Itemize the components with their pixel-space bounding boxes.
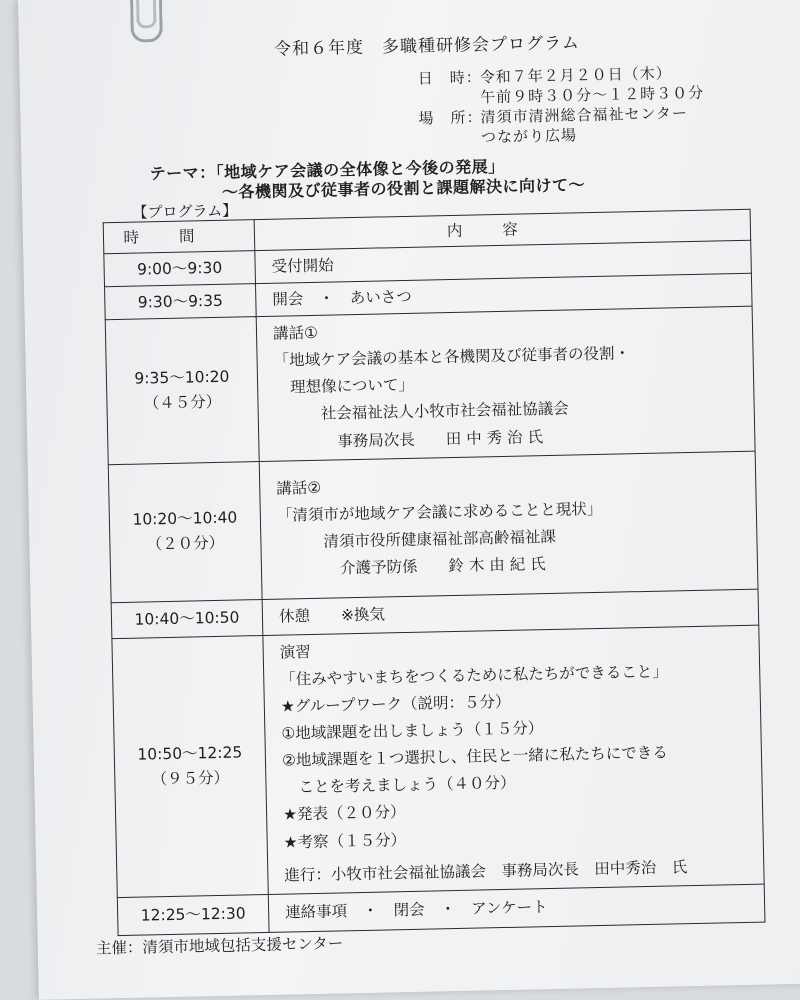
row-duration: （２０分）	[146, 533, 225, 554]
row-time: 12:25～12:30	[117, 894, 269, 935]
speaker-name: 介護予防係 鈴 木 由 紀 氏	[339, 555, 546, 578]
lecture-label: 講話①	[272, 323, 319, 343]
exercise-title: 「住みやすいまちをつくるために私たちができること」	[280, 662, 668, 689]
place-label: 場 所：	[418, 108, 483, 128]
row-content-cell	[259, 451, 758, 599]
document-title: 令和６年度 多職種研修会プログラム	[273, 33, 581, 60]
lecture-title-1: 「地域ケア会議の基本と各機関及び従事者の役割・	[273, 344, 631, 370]
date-line-1: 令和７年２月２０日（木）	[479, 64, 672, 87]
sponsor-line: 主催：清須市地域包括支援センター	[95, 934, 344, 958]
row-content: 開会 ・ あいさつ	[255, 273, 752, 316]
row-duration: （９５分）	[151, 768, 230, 789]
discussion: ★考察（１５分）	[283, 830, 407, 852]
presentation: ★発表（２０分）	[282, 803, 406, 824]
row-time: 9:00～9:30	[104, 251, 256, 287]
table-row	[108, 451, 758, 603]
row-content: 受付開始	[255, 240, 752, 283]
row-time-cell	[105, 317, 259, 465]
row-time: 10:50～12:25	[137, 743, 243, 764]
row-time-cell	[108, 461, 262, 602]
row-content: 連絡事項 ・ 閉会 ・ アンケート	[268, 884, 765, 932]
header-content: 内容	[254, 209, 751, 250]
row-content-cell	[256, 306, 755, 461]
paper-clip-inner-icon	[136, 0, 157, 29]
table-row	[105, 306, 755, 464]
program-table	[103, 209, 766, 936]
row-time: 9:35～10:20	[134, 367, 230, 388]
row-time: 9:30～9:35	[105, 284, 257, 320]
row-content-cell	[263, 625, 764, 894]
theme-line-1: テーマ：「地域ケア会議の全体像と今後の発展」	[149, 156, 505, 184]
lecture-title-2: 理想像について」	[289, 376, 415, 397]
program-label: 【プログラム】	[132, 201, 238, 222]
paper-sheet	[18, 0, 800, 1000]
step-2-continued: ことを考えましょう（４０分）	[298, 774, 516, 797]
speaker-name: 事務局次長 田 中 秀 治 氏	[337, 427, 544, 450]
step-2: ②地域課題を１つ選択し、住民と一緒に私たちにできる	[281, 743, 669, 770]
date-label: 日 時：	[417, 68, 482, 88]
speaker-org: 清須市役所健康福祉部高齢福祉課	[323, 527, 557, 551]
lecture-title: 「清須市が地域ケア会議に求めることと現状」	[276, 499, 603, 525]
row-time-cell	[112, 635, 268, 897]
speaker-org: 社会福祉法人小牧市社会福祉協議会	[320, 399, 569, 424]
facilitator: 進行：小牧市社会福祉協議会 事務局次長 田中秀治 氏	[284, 857, 688, 885]
place-line-2: つながり広場	[480, 126, 578, 147]
row-time: 10:40～10:50	[111, 599, 263, 638]
exercise-label: 演習	[279, 642, 311, 662]
place-line-1: 清須市清洲総合福祉センター	[480, 103, 689, 127]
row-duration: （４５分）	[143, 392, 222, 413]
date-line-2: 午前９時３０分～１２時３０分	[479, 83, 705, 107]
theme-line-2: ～各機関及び従事者の役割と課題解決に向けて～	[221, 175, 586, 202]
step-1: ①地域課題を出しましょう（１５分）	[281, 719, 544, 743]
header-time: 時間	[103, 220, 255, 254]
table-row	[112, 625, 764, 898]
group-work: ★グループワーク（説明：５分）	[280, 692, 511, 716]
row-content: 休憩 ※換気	[262, 589, 759, 635]
row-time: 10:20～10:40	[132, 508, 238, 530]
lecture-label: 講話②	[276, 478, 322, 498]
